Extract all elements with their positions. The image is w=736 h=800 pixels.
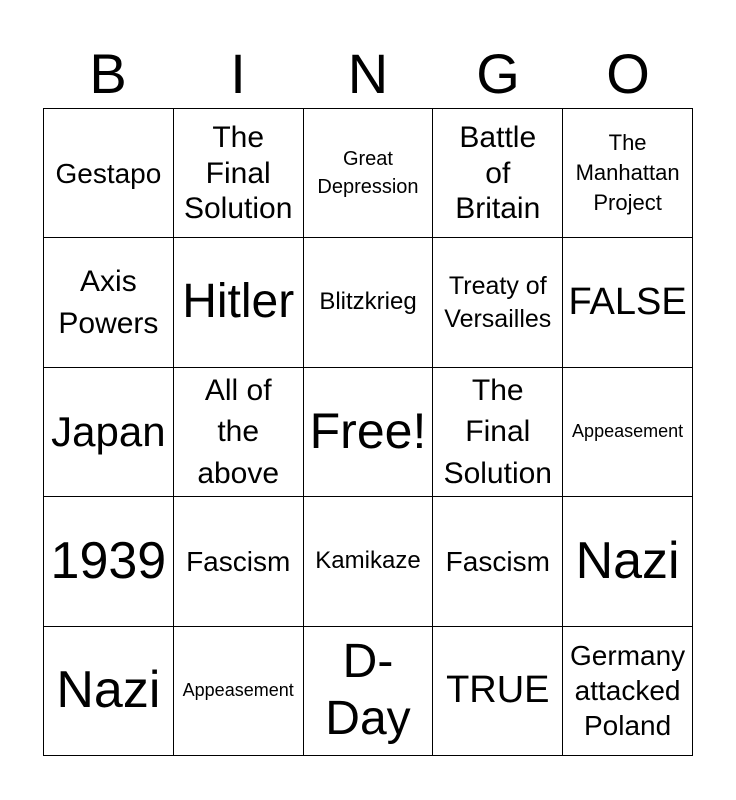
cell-text: Fascism (186, 545, 291, 577)
bingo-cell (174, 497, 304, 626)
cell-text: Nazi (575, 531, 680, 590)
cell-text: Gestapo (55, 157, 162, 189)
bingo-cell (563, 238, 693, 367)
cell-text: D-Day (325, 635, 411, 745)
cell-text: TRUE (446, 669, 550, 712)
bingo-cell (44, 109, 174, 238)
cell-text: 1939 (50, 531, 167, 590)
bingo-cell (174, 238, 304, 367)
bingo-cell (433, 109, 563, 238)
cell-text: Blitzkrieg (319, 288, 417, 316)
bingo-cell (44, 627, 174, 756)
cell-text: The Manhattan Project (575, 129, 680, 216)
bingo-cell (304, 368, 434, 497)
bingo-cell (563, 109, 693, 238)
bingo-cell (563, 497, 693, 626)
bingo-cell (563, 368, 693, 497)
cell-text: Hitler (182, 275, 295, 329)
cell-text: Fascism (445, 545, 550, 577)
header-letter-i: I (230, 42, 246, 105)
header-letter-g: G (476, 42, 520, 105)
bingo-cell (433, 497, 563, 626)
bingo-cell (433, 368, 563, 497)
bingo-cell (304, 497, 434, 626)
cell-text: All of the above (197, 373, 280, 490)
cell-text: Germany attacked Poland (570, 640, 686, 742)
cell-text: Kamikaze (315, 547, 421, 575)
bingo-cell (44, 497, 174, 626)
bingo-cell (433, 238, 563, 367)
bingo-grid (43, 108, 693, 756)
cell-text: Battle of Britain (455, 121, 541, 225)
bingo-cell (563, 627, 693, 756)
cell-text: Japan (51, 408, 166, 456)
header-letter-o: O (606, 42, 650, 105)
bingo-cell (304, 238, 434, 367)
bingo-cell (433, 627, 563, 756)
header-letter-n: N (347, 42, 389, 105)
cell-text: Great Depression (317, 148, 419, 199)
bingo-cell (304, 109, 434, 238)
bingo-cell (304, 627, 434, 756)
cell-text: Appeasement (182, 680, 294, 701)
cell-text: Appeasement (572, 421, 684, 442)
cell-text: Free! (309, 403, 427, 460)
cell-text: FALSE (568, 281, 687, 324)
cell-text: Treaty of Versailles (444, 272, 552, 333)
bingo-cell (44, 238, 174, 367)
bingo-cell (44, 368, 174, 497)
cell-text: Nazi (56, 661, 161, 720)
bingo-cell (174, 109, 304, 238)
header-letter-b: B (89, 42, 127, 105)
bingo-cell (174, 627, 304, 756)
bingo-cell (174, 368, 304, 497)
cell-text: Axis Powers (58, 264, 159, 340)
bingo-header (43, 40, 693, 108)
cell-text: The Final Solution (183, 121, 293, 225)
cell-text: The Final Solution (443, 373, 552, 490)
